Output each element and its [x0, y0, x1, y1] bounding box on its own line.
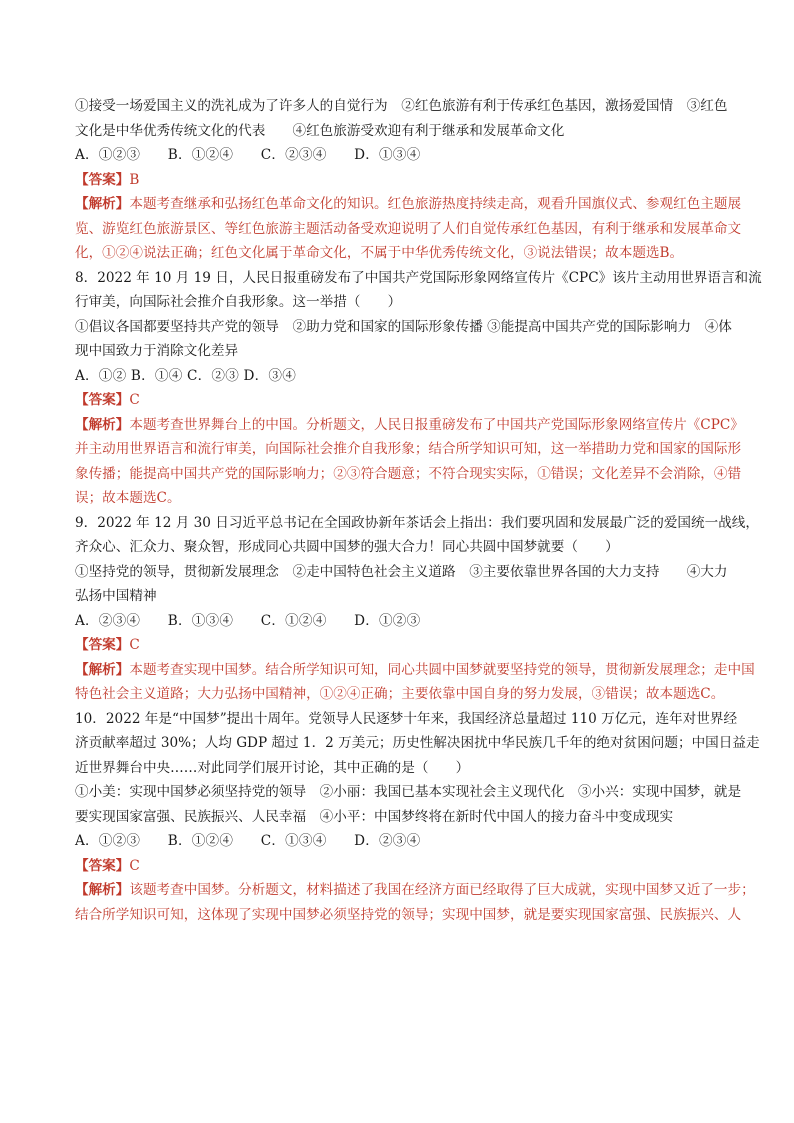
answer-tag: 【答案】: [75, 171, 130, 188]
q7-options: A．①②③ B．①②④ C．②③④ D．①③④: [75, 147, 421, 163]
q10-analysis-line-1: [75, 878, 755, 903]
q8-analysis-line-2: 并主动用世界语言和流行审美，向国际社会推介自我形象；结合所学知识可知，这一举措助力党和国家的国际形: [75, 441, 742, 457]
q8-analysis-line-4: 误；故本题选C。: [75, 490, 181, 506]
answer-value: C: [129, 857, 140, 874]
analysis-highlight: ①错误: [537, 465, 578, 482]
q10-question-line-3: 近世界舞台中央……对此同学们展开讨论，其中正确的是（ ）: [75, 759, 470, 776]
q10-analysis-line-2: 结合所学知识可知，这体现了实现中国梦必须坚持党的领导；实现中国梦，就是要实现国家富强、民族振兴、人: [75, 906, 742, 923]
q8-statement-line-1: ①倡议各国都要坚持共产党的领导 ②助力党和国家的国际形象传播 ③能提高中国共产党的国际影响力 ④体: [75, 318, 732, 335]
analysis-text: 本题考查实现中国梦。结合所学知识可知，同心共圆中国梦就要坚持党的领导，贯彻新发展理念；走中国: [129, 661, 755, 678]
q7-analysis-line-1: [75, 192, 742, 217]
analysis-tag: 【解析】: [75, 661, 130, 678]
analysis-tag: 【解析】: [75, 416, 130, 433]
answer-value: C: [129, 637, 140, 653]
q8-question-line-1: 8．2022 年 10 月 19 日，人民日报重磅发布了中国共产党国际形象网络宣传片《CPC》该片主动用世界语言和流: [75, 269, 762, 286]
answer-tag: 【答案】: [75, 857, 130, 874]
analysis-text: 该题考查中国梦。分析题文，材料描述了我国在经济方面已经取得了巨大成就，实现中国梦又近了一步；: [129, 882, 755, 898]
q10-answer: [75, 854, 735, 879]
analysis-tag: 【解析】: [75, 196, 130, 212]
answer-tag: 【答案】: [75, 392, 130, 408]
q9-answer: [75, 633, 735, 658]
q9-question-line-1: 9．2022 年 12 月 30 日习近平总书记在全国政协新年茶话会上指出：我们要巩固和发展最广泛的爱国统一战线，: [75, 514, 759, 531]
analysis-text: 象传播；能提高中国共产党的国际影响力；: [75, 465, 334, 482]
q9-analysis-line-2: 特色社会主义道路；大力弘扬中国精神，①②④正确；主要依靠中国自身的努力发展，③错误；故本题选C。: [75, 686, 725, 702]
q7-statement-line-2: 文化是中华优秀传统文化的代表 ④红色旅游受欢迎有利于继承和发展革命文化: [75, 122, 565, 139]
q9-options: A．②③④ B．①③④ C．①②④ D．①②③: [75, 612, 421, 629]
q10-statement-line-2: 要实现国家富强、民族振兴、人民幸福 ④小平：中国梦终将在新时代中国人的接力奋斗中变成现实: [75, 808, 674, 825]
q8-answer: [75, 388, 735, 413]
q8-statement-line-2: 现中国致力于消除文化差异: [75, 343, 239, 359]
q10-question-line-2: 济贡献率超过 30%；人均 GDP 超过 1．2 万美元；历史性解决困扰中华民族几千年的绝对贫困问题；中国日益走: [75, 735, 760, 751]
q7-statement-line-1: ①接受一场爱国主义的洗礼成为了许多人的自觉行为 ②红色旅游有利于传承红色基因，激扬爱国情 ③红色: [75, 98, 728, 114]
q9-question-line-2: 齐众心、汇众力、聚众智，形成同心共圆中国梦的强大合力！同心共圆中国梦就要（ ）: [75, 539, 619, 555]
document-content: [75, 94, 762, 927]
analysis-text: ；不符合现实实际，: [414, 465, 538, 482]
q8-options: A．①② B．①④ C．②③ D．③④: [75, 367, 296, 384]
q7-analysis-line-2: 览、游览红色旅游景区、等红色旅游主题活动备受欢迎说明了人们自觉传承红色基因，有利于继承和发展革命文: [75, 220, 742, 237]
q7-answer: [75, 168, 735, 193]
q10-statement-line-1: ①小美：实现中国梦必须坚持党的领导 ②小丽：我国已基本实现社会主义现代化 ③小兴：实现中国梦，就是: [75, 784, 742, 800]
q10-question-line-1: 10．2022 年是“中国梦”提出十周年。党领导人民逐梦十年来，我国经济总量超过 110 万亿元，连年对世界经: [75, 710, 738, 727]
answer-value: B: [129, 171, 140, 188]
answer-value: C: [129, 392, 140, 408]
q10-options: A．①②③ B．①②④ C．①③④ D．②③④: [75, 833, 421, 849]
analysis-tag: 【解析】: [75, 882, 130, 898]
q8-question-line-2: 行审美，向国际社会推介自我形象。这一举措（ ）: [75, 294, 402, 310]
q8-analysis-line-3: [75, 462, 742, 487]
q9-statement-line-1: ①坚持党的领导，贯彻新发展理念 ②走中国特色社会主义道路 ③主要依靠世界各国的大力支持 ④大力: [75, 563, 728, 580]
q7-analysis-line-3: 化，①②④说法正确；红色文化属于革命文化，不属于中华优秀传统文化，③说法错误；故本题选B。: [75, 245, 684, 261]
analysis-highlight: ②③符合题意: [333, 465, 415, 482]
analysis-text: ；文化差异不会消除，④错: [577, 465, 742, 482]
q9-statement-line-2: 弘扬中国精神: [75, 588, 157, 604]
q9-analysis-line-1: [75, 658, 755, 683]
answer-tag: 【答案】: [75, 637, 130, 653]
analysis-text: 本题考查继承和弘扬红色革命文化的知识。红色旅游热度持续走高，观看升国旗仪式、参观红色主题展: [129, 196, 742, 212]
q8-analysis-line-1: [75, 413, 744, 438]
analysis-text: 本题考查世界舞台上的中国。分析题文，人民日报重磅发布了中国共产党国际形象网络宣传片《CPC》: [129, 416, 744, 433]
